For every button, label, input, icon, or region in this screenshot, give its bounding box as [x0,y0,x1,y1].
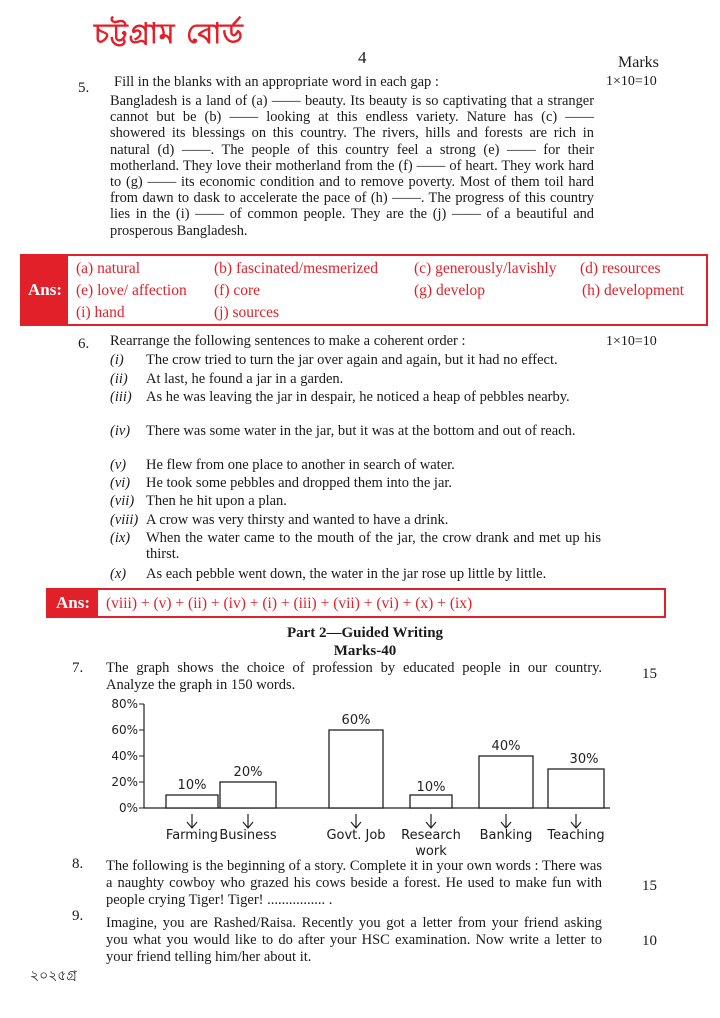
sentence-text: As each pebble went down, the water in the jar rose up little by little. [146,566,547,582]
bar [410,795,452,808]
bar [220,782,276,808]
category-label: Business [219,828,277,843]
question-7-number: 7. [72,660,84,676]
question-8-marks: 15 [642,878,657,894]
category-label: Teaching [547,828,605,843]
bar [329,730,383,808]
category-label: Banking [479,828,533,843]
answer-item: (j) sources [214,304,279,321]
answer-item: (a) natural [76,260,141,277]
category-arrows [187,814,581,828]
answer-sequence: (viii) + (v) + (ii) + (iv) + (i) + (iii) + (vii) + (vi) + (x) + (ix) [106,595,473,612]
sentence-text: He flew from one place to another in search of water. [146,457,455,473]
question-5-instruction: Fill in the blanks with an appropriate word in each gap : [114,74,439,90]
sentence-numeral: (vii) [110,493,135,509]
question-5-marks: 1×10=10 [606,74,657,89]
sentence-numeral: (ii) [110,371,128,387]
answer-item: (i) hand [76,304,125,321]
sentence-numeral: (viii) [110,512,139,528]
sentence-row [110,423,605,457]
category-label: Govt. Job [326,828,386,843]
category-arrow [243,814,253,828]
question-7-text: The graph shows the choice of profession by educated people in our country. Analyze the graph in 150 words. [106,660,602,693]
bar-value-label: 30% [569,752,599,767]
board-title: চট্টগ্রাম বোর্ড [94,17,244,50]
answer-tag: Ans: [22,256,68,324]
y-ticks [111,697,144,815]
category-arrow [187,814,197,828]
y-tick-label: 0% [118,801,138,815]
question-8-number: 8. [72,856,84,872]
bar-value-label: 10% [416,780,446,795]
category-label: Research work [401,828,461,859]
bar [548,769,604,808]
answer-tag: Ans: [48,590,98,616]
sentence-text: He took some pebbles and dropped them into the jar. [146,475,453,491]
answer-item: (g) develop [414,282,486,299]
answer-item: (d) resources [580,260,661,277]
question-6-answer-box [46,588,666,618]
y-tick-label: 20% [111,775,138,789]
question-7-marks: 15 [642,666,657,682]
question-9-number: 9. [72,908,84,924]
year-code: ২০২৫গ্র [30,968,77,984]
answer-item: (e) love/ affection [76,282,187,299]
question-6-instruction: Rearrange the following sentences to make a coherent order : [110,333,466,349]
sentence-row [110,475,605,493]
sentence-text: At last, he found a jar in a garden. [146,371,344,387]
bar-value-label: 60% [341,713,371,728]
sentence-numeral: (iii) [110,389,132,405]
sentence-row [110,512,605,530]
sentence-text: When the water came to the mouth of the jar, the crow drank and met up his thirst. [146,530,601,562]
sentence-row [110,566,605,584]
sentence-numeral: (ix) [110,530,131,546]
sentence-row [110,457,605,475]
bar [479,756,533,808]
answer-item: (c) generously/lavishly [414,260,557,277]
sentence-row [110,530,605,564]
bars [166,730,604,808]
sentence-numeral: (vi) [110,475,131,491]
sentence-row [110,389,605,423]
answer-item: (f) core [214,282,261,299]
bar [166,795,218,808]
question-5-answer-box [20,254,708,326]
sentence-row [110,371,605,389]
category-arrow [571,814,581,828]
sentence-text: Then he hit upon a plan. [146,493,287,509]
bar-value-label: 10% [177,778,207,793]
sentence-numeral: (iv) [110,423,131,439]
sentence-numeral: (v) [110,457,127,473]
y-tick-label: 80% [111,697,138,711]
marks-column-header: Marks [618,54,659,71]
question-6-number: 6. [78,336,90,352]
category-arrow [501,814,511,828]
page-number: 4 [358,48,367,67]
sentence-numeral: (i) [110,352,124,368]
sentence-text: There was some water in the jar, but it was at the bottom and out of reach. [146,423,576,439]
question-5-passage: Bangladesh is a land of (a) —— beauty. Its beauty is so captivating that a stranger cannot but be (b) —— looking at this endless variety. Nature has (c) —— showered its blessings on this country. The rivers, hills and forests are rich in natural (d) ——. The people of this country feel a strong (e) —— for their motherland. They love their motherland from the (f) —— of heart. They work hard to (g) —— its economic condition and to remove poverty. Most of them toil hard from dawn to dask to accelerate the pace of (h) ——. The progress of this country lies in the (i) —— of common people. They are the (j) —— of a beautiful and prosperous Bangladesh. [110,93,594,239]
sentence-text: A crow was very thirsty and wanted to have a drink. [146,512,449,528]
bar-value-label: 20% [233,765,263,780]
question-9-marks: 10 [642,933,657,949]
question-5-number: 5. [78,80,90,96]
bar-value-label: 40% [491,739,521,754]
sentence-row [110,493,605,511]
question-9-text: Imagine, you are Rashed/Raisa. Recently you got a letter from your friend asking you what you would like to do after your HSC examination. Now write a letter to your friend telling him/her about it. [106,915,602,965]
sentence-text: As he was leaving the jar in despair, he noticed a heap of pebbles nearby. [146,389,570,405]
sentence-text: The crow tried to turn the jar over again and again, but it had no effect. [146,352,558,368]
question-8-text: The following is the beginning of a story. Complete it in your own words : There was a naughty cowboy who grazed his cows beside a forest. He used to make fun with people crying Tiger! Tiger! ................ . [106,858,602,908]
answer-item: (b) fascinated/mesmerized [214,260,378,277]
category-arrow [351,814,361,828]
answer-item: (h) development [582,282,685,299]
sentence-numeral: (x) [110,566,127,582]
part-2-marks: Marks-40 [333,643,397,659]
y-tick-label: 40% [111,749,138,763]
y-tick-label: 60% [111,723,138,737]
part-2-title: Part 2—Guided Writing [286,625,444,641]
question-6-marks: 1×10=10 [606,334,657,349]
category-arrow [426,814,436,828]
category-label: Farming [165,828,219,843]
sentence-row [110,352,605,370]
